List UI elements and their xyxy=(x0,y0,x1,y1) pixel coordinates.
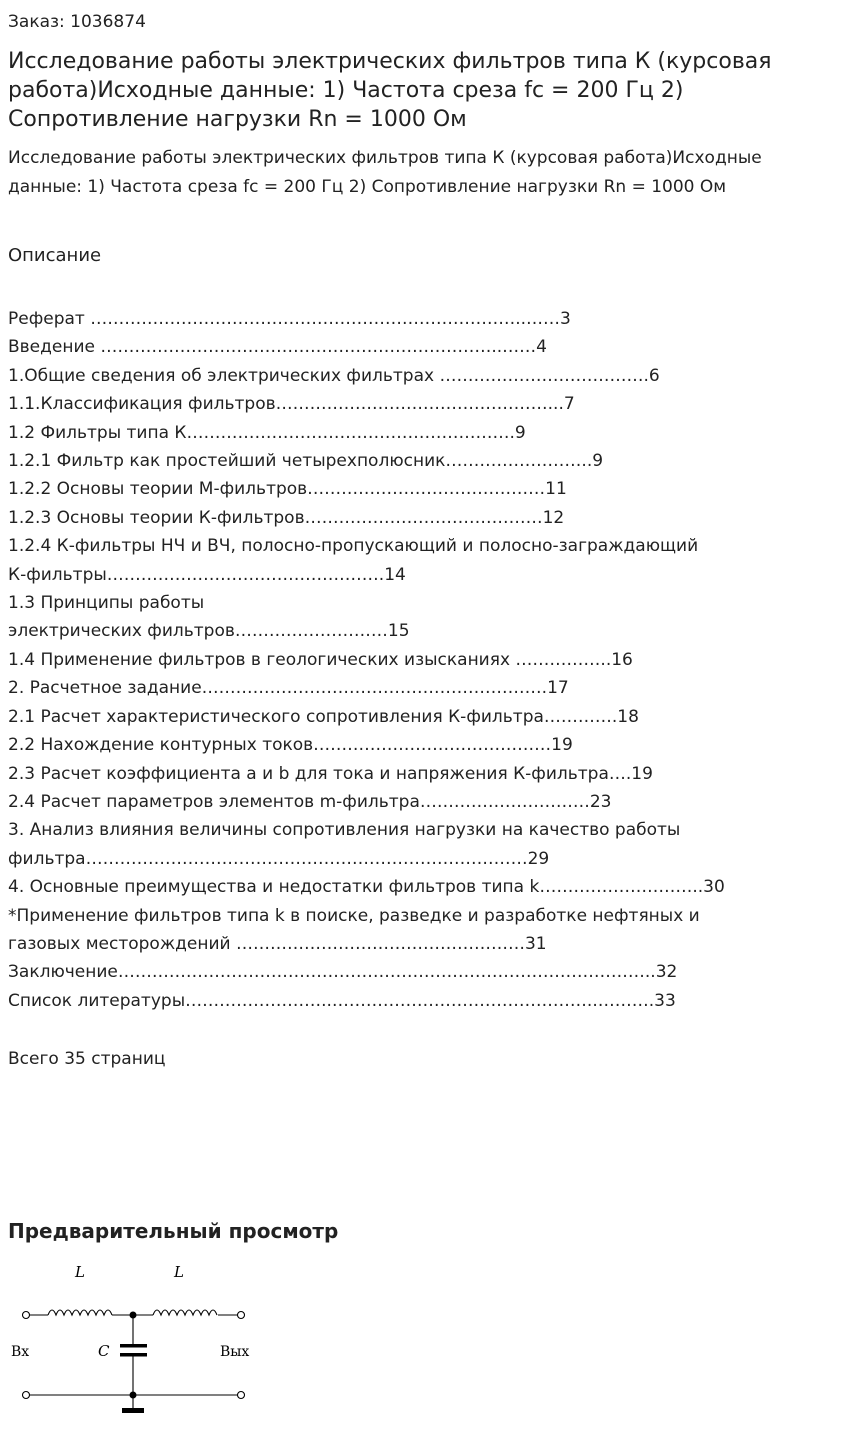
input-terminal xyxy=(23,1392,30,1399)
toc-line: 1.2.4 К-фильтры НЧ и ВЧ, полосно-пропускающий и полосно-заграждающий xyxy=(8,536,699,557)
toc-line: К-фильтры………………………………………….14 xyxy=(8,564,406,585)
toc-line: 1.4 Применение фильтров в геологических изысканиях ……………..16 xyxy=(8,649,633,670)
toc-line: Введение ……………………………………………………………..……4 xyxy=(8,337,548,358)
toc-line: 3. Анализ влияния величины сопротивления нагрузки на качество работы xyxy=(8,820,681,841)
capacitor-plate xyxy=(120,1353,147,1357)
toc-line: электрических фильтров………………………15 xyxy=(8,621,410,642)
toc-line: 1.2.1 Фильтр как простейший четырехполюсник……………………..9 xyxy=(8,451,604,472)
toc-line: 1.Общие сведения об электрических фильтрах ……………………………….6 xyxy=(8,365,660,386)
inductor-label: L xyxy=(174,1263,184,1281)
output-terminal xyxy=(238,1312,245,1319)
inductor-label: L xyxy=(75,1263,85,1281)
toc-line: 2. Расчетное задание…………………………………………………….17 xyxy=(8,678,569,699)
toc-line: 2.4 Расчет параметров элементов m-фильтра…………………………23 xyxy=(8,791,612,812)
filter-circuit-diagram xyxy=(8,1256,258,1421)
junction-dot xyxy=(130,1312,137,1319)
toc-line: газовых месторождений ……………………………………………31 xyxy=(8,933,547,954)
page-title: Исследование работы электрических фильтров типа К (курсовая работа)Исходные данные: 1) Частота среза fc = 200 Гц 2) Сопротивление нагрузки Rn = 1000 Ом xyxy=(8,49,772,132)
toc-line: 1.2.3 Основы теории К-фильтров……………………………………12 xyxy=(8,507,565,528)
description-heading: Описание xyxy=(8,245,102,266)
order-number: Заказ: 1036874 xyxy=(8,12,146,32)
toc-line: Список литературы……………………..………………………………………..……….33 xyxy=(8,990,676,1011)
inductor-coil xyxy=(153,1310,217,1315)
junction-dot xyxy=(130,1392,137,1399)
toc-line: 4. Основные преимущества и недостатки фильтров типа k………………………..30 xyxy=(8,877,725,898)
toc-line: Заключение…………………………………………………………………………………..32 xyxy=(8,962,678,983)
output-terminal xyxy=(238,1392,245,1399)
ground-bar xyxy=(122,1408,144,1413)
table-of-contents xyxy=(8,305,843,1015)
preview-heading: Предварительный просмотр xyxy=(8,1219,339,1243)
page-subtitle: Исследование работы электрических фильтров типа К (курсовая работа)Исходные данные: 1) Частота среза fc = 200 Гц 2) Сопротивление нагрузки Rn = 1000 Ом xyxy=(8,148,762,197)
output-label: Вых xyxy=(220,1344,250,1360)
toc-line: 2.1 Расчет характеристического сопротивления К-фильтра………….18 xyxy=(8,706,639,727)
toc-line: фильтра……………………………………………………………………29 xyxy=(8,848,550,869)
toc-line: Реферат …………………………………………………………………..……3 xyxy=(8,309,571,329)
input-terminal xyxy=(23,1312,30,1319)
toc-line: 2.2 Нахождение контурных токов……………………………………19 xyxy=(8,735,573,756)
toc-line: 1.3 Принципы работы xyxy=(8,593,205,614)
input-label: Вх xyxy=(11,1344,30,1360)
capacitor-plate xyxy=(120,1344,147,1348)
inductor-coil xyxy=(48,1310,112,1315)
toc-line: 1.2 Фильтры типа К………………………………………………….9 xyxy=(8,422,526,443)
total-pages: Всего 35 страниц xyxy=(8,1049,166,1069)
toc-line: 2.3 Расчет коэффициента a и b для тока и напряжения К-фильтра….19 xyxy=(8,763,653,784)
toc-line: 1.2.2 Основы теории М-фильтров……………………………………11 xyxy=(8,479,567,500)
toc-line: 1.1.Классификация фильтров…………………………………………...7 xyxy=(8,394,575,415)
capacitor-label: C xyxy=(98,1342,110,1360)
toc-line: *Применение фильтров типа k в поиске, разведке и разработке нефтяных и xyxy=(8,905,700,926)
